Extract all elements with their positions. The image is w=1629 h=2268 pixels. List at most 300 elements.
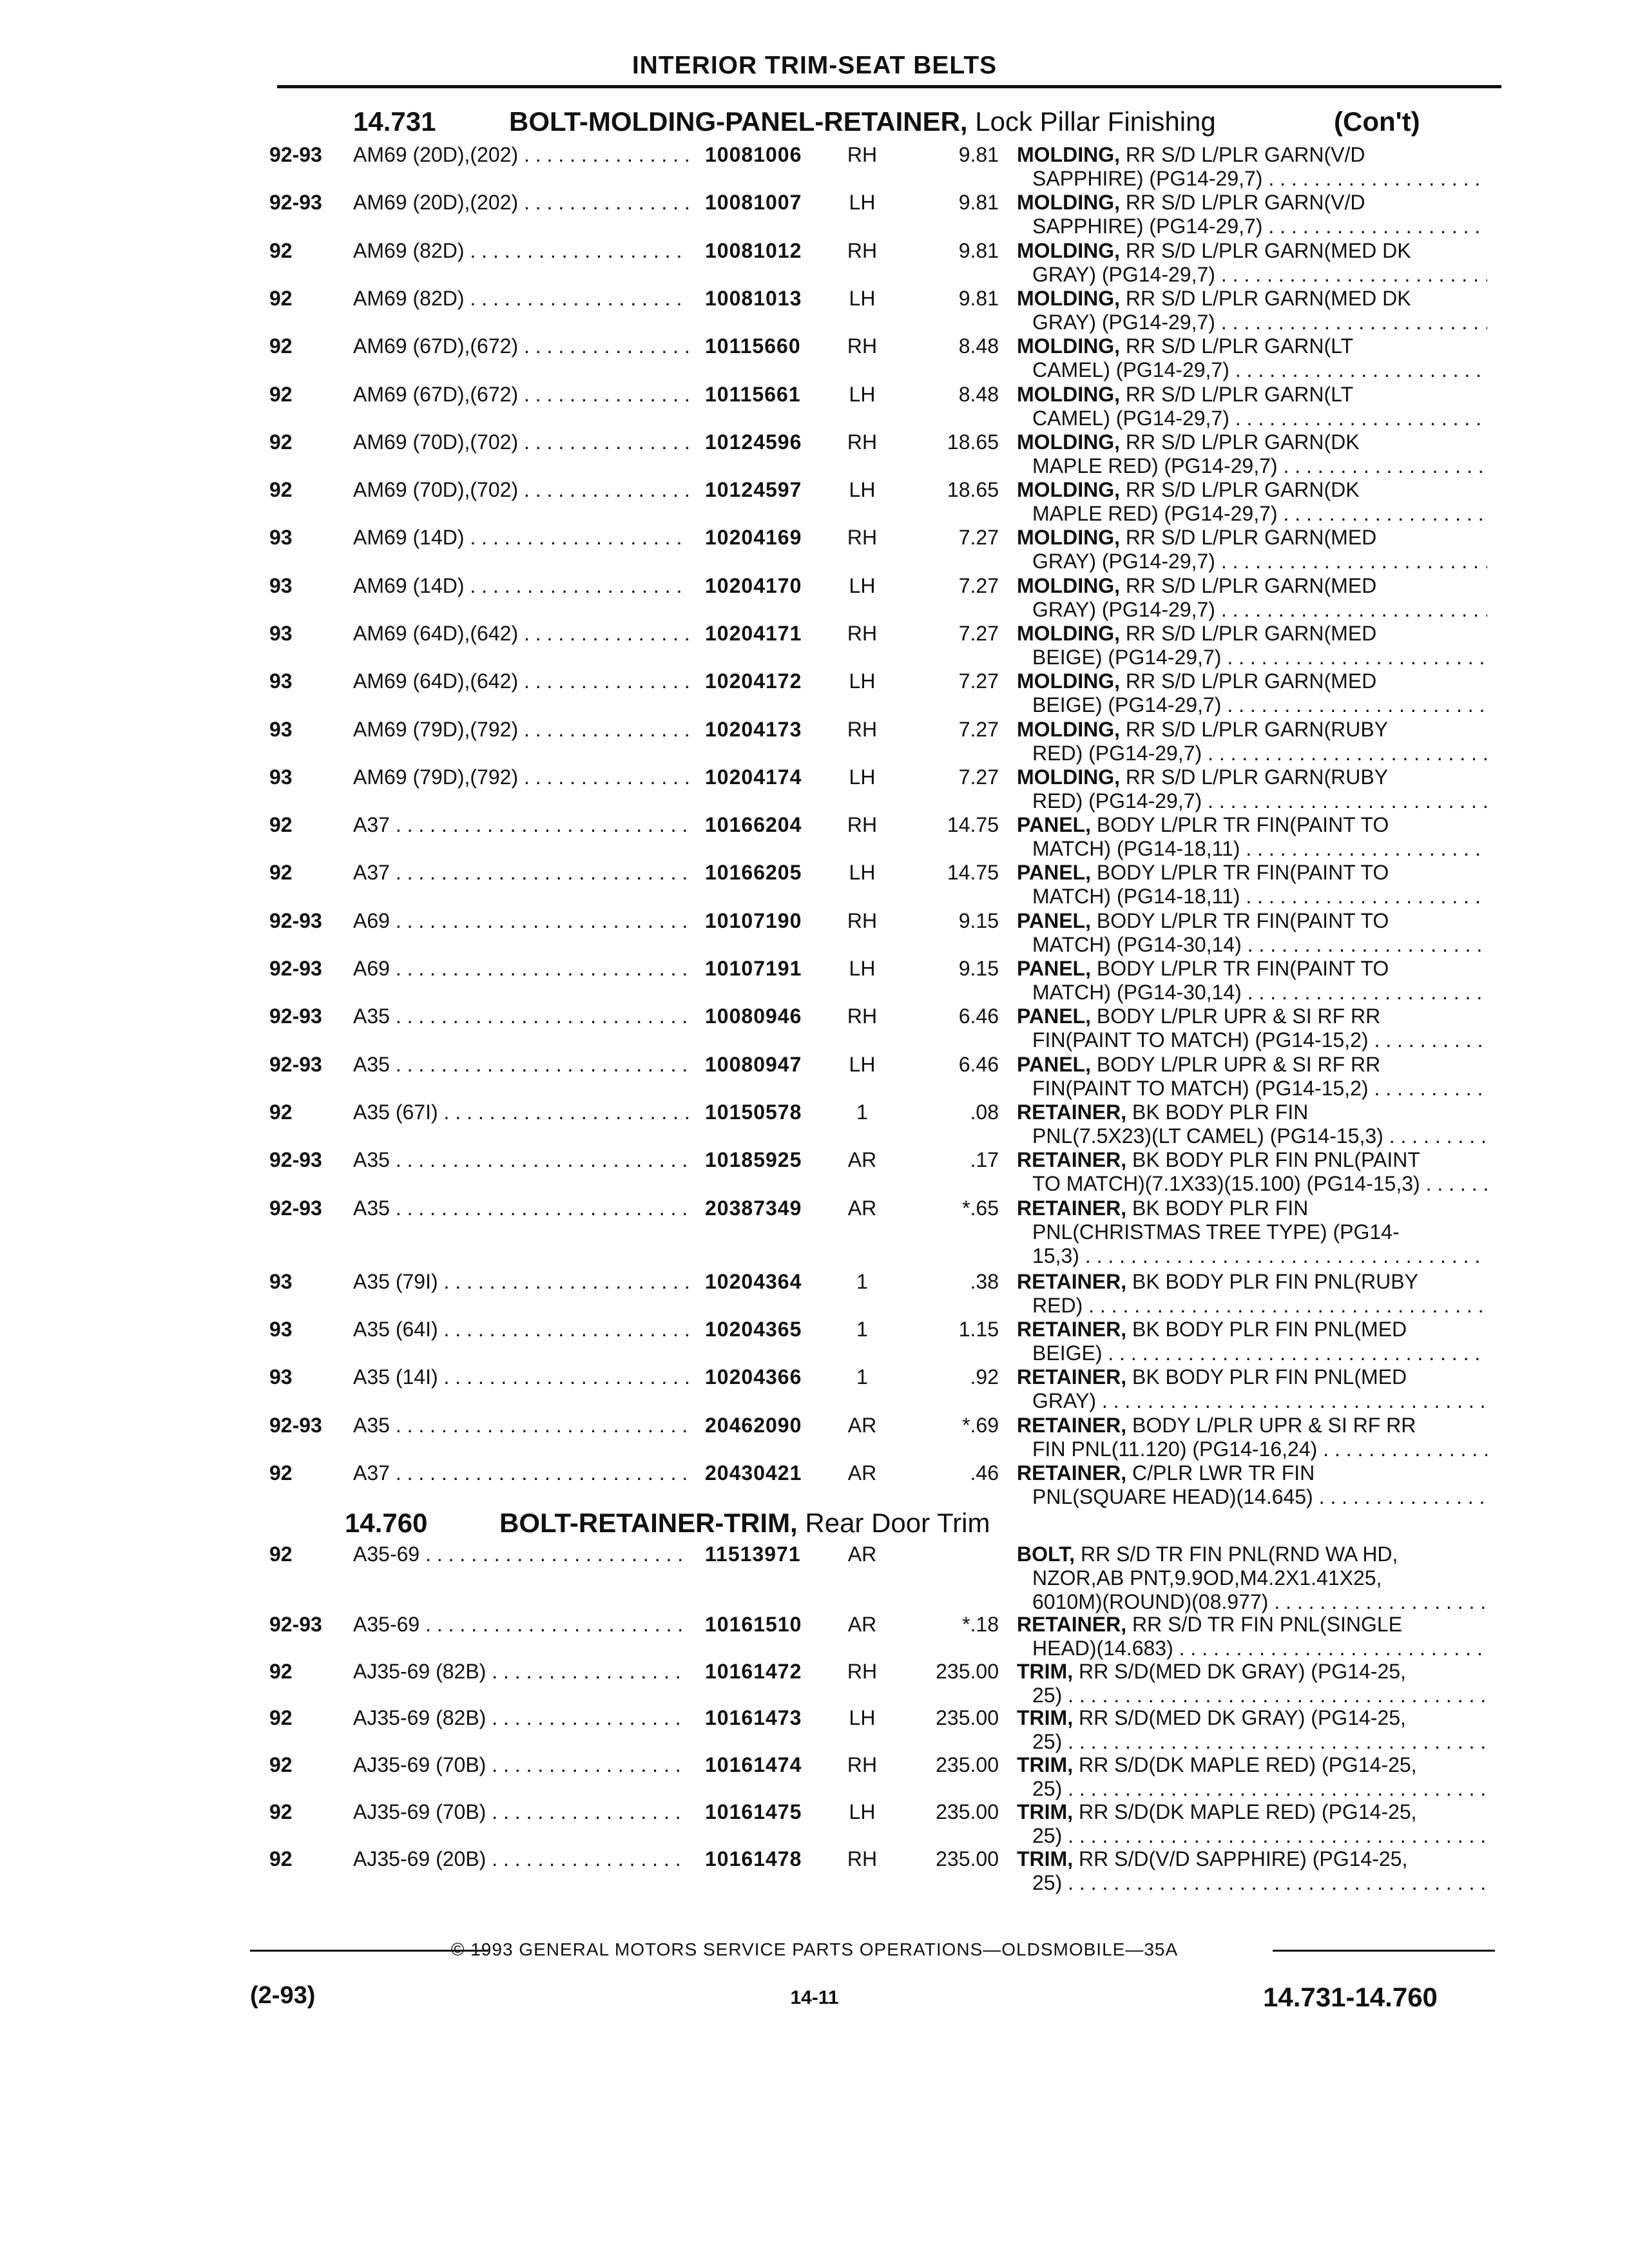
model-code-text: A35 . . . [353, 1004, 688, 1028]
model-year: 92 [269, 1660, 293, 1683]
part-number: 10204364 [705, 1270, 802, 1293]
part-number: 10204173 [705, 718, 802, 741]
model-code-text: AJ35-69 (82B) . . . [353, 1660, 688, 1683]
description-keyword: MOLDING, [1017, 669, 1120, 693]
model-code [353, 1004, 688, 1028]
description-line [1017, 1730, 1487, 1754]
price: 18.65 [947, 478, 999, 501]
description-keyword: MOLDING, [1017, 526, 1120, 549]
description-text: RR S/D L/PLR GARN(DK [1119, 430, 1360, 454]
description-line [1017, 1613, 1487, 1637]
model-year: 92 [269, 1542, 293, 1566]
model-code [353, 909, 688, 933]
price: 8.48 [958, 383, 999, 406]
part-number: 10161472 [705, 1660, 802, 1683]
description-keyword: RETAINER, [1017, 1365, 1127, 1389]
part-number: 10081013 [705, 287, 802, 310]
description-keyword: TRIM, [1017, 1660, 1074, 1683]
description-keyword: PANEL, [1017, 813, 1091, 836]
model-year: 93 [269, 669, 293, 693]
description-text: CAMEL) (PG14-29,7) [1032, 358, 1229, 381]
model-code-text: AM69 (64D),(642) . . . [353, 622, 688, 645]
description-text: RR S/D TR FIN PNL(RND WA HD, [1075, 1542, 1398, 1566]
part-number: 10124596 [705, 430, 802, 454]
description-text: 6010M)(ROUND)(08.977) [1032, 1590, 1269, 1613]
quantity: LH [849, 765, 876, 789]
description-text: 25) [1032, 1824, 1063, 1847]
model-code [353, 813, 688, 837]
model-code-text: AM69 (14D) . . . [353, 574, 688, 597]
section-title-rest: Rear Door Trim [797, 1508, 990, 1538]
part-description [1017, 287, 1487, 334]
description-text: RR S/D L/PLR GARN(RUBY [1119, 765, 1389, 789]
part-number: 10204365 [705, 1318, 802, 1341]
description-line [1017, 1341, 1487, 1365]
model-code-text: A69 . . . [353, 909, 688, 932]
quantity: LH [849, 574, 876, 597]
part-number: 10107190 [705, 909, 802, 932]
quantity: LH [849, 1706, 876, 1729]
quantity: RH [847, 909, 878, 932]
description-line [1017, 742, 1487, 765]
part-number: 10166205 [705, 861, 802, 884]
part-number: 10204171 [705, 622, 802, 645]
description-line [1017, 143, 1487, 167]
model-code-text: A35 (64I) . . . [353, 1318, 688, 1341]
model-code-text: AJ35-69 (20B) . . . [353, 1847, 688, 1870]
description-text: FIN(PAINT TO MATCH) (PG14-15,2) [1032, 1028, 1369, 1052]
description-keyword: MOLDING, [1017, 765, 1120, 789]
quantity: RH [847, 1753, 878, 1776]
part-description [1017, 1414, 1487, 1461]
part-number: 10124597 [705, 478, 802, 501]
description-line [1017, 167, 1487, 191]
model-year: 93 [269, 1318, 293, 1341]
description-text: MATCH) (PG14-18,11) [1032, 837, 1240, 860]
description-line [1017, 478, 1487, 502]
model-code [353, 669, 688, 693]
description-line [1017, 981, 1487, 1004]
description-keyword: RETAINER, [1017, 1196, 1127, 1220]
price: *.65 [962, 1196, 999, 1220]
description-text: 15,3) [1032, 1244, 1079, 1267]
part-number: 10161475 [705, 1800, 802, 1823]
part-description [1017, 1270, 1487, 1318]
model-year: 93 [269, 526, 293, 549]
part-description [1017, 1660, 1487, 1707]
description-text: RR S/D TR FIN PNL(SINGLE [1126, 1613, 1402, 1636]
price: 235.00 [936, 1660, 999, 1683]
model-year: 92 [269, 383, 293, 406]
description-line [1017, 1800, 1487, 1824]
model-code [353, 526, 688, 550]
part-number: 10080946 [705, 1004, 802, 1028]
description-line [1017, 693, 1487, 717]
description-keyword: RETAINER, [1017, 1318, 1127, 1341]
section-title-rest: Lock Pillar Finishing [967, 106, 1216, 137]
description-text: RR S/D(DK MAPLE RED) (PG14-25, [1073, 1753, 1417, 1776]
description-text: MAPLE RED) (PG14-29,7) [1032, 502, 1278, 525]
model-code [353, 574, 688, 598]
model-code [353, 1660, 688, 1684]
model-year: 93 [269, 622, 293, 645]
part-description [1017, 1196, 1487, 1268]
description-line [1017, 837, 1487, 861]
model-code-text: A35 . . . [353, 1414, 688, 1437]
description-line [1017, 1389, 1487, 1413]
description-line [1017, 718, 1487, 742]
description-text: GRAY) (PG14-29,7) [1032, 550, 1215, 573]
description-text: BK BODY PLR FIN PNL(MED [1126, 1365, 1407, 1389]
description-line [1017, 526, 1487, 550]
description-keyword: RETAINER, [1017, 1270, 1127, 1293]
part-number: 10161473 [705, 1706, 802, 1729]
description-text: C/PLR LWR TR FIN [1126, 1461, 1315, 1485]
price: 235.00 [936, 1800, 999, 1823]
description-line [1017, 191, 1487, 215]
price: 6.46 [958, 1053, 999, 1076]
part-description [1017, 1613, 1487, 1660]
part-number: 10161474 [705, 1753, 802, 1776]
description-keyword: MOLDING, [1017, 718, 1120, 741]
description-line [1017, 383, 1487, 407]
price: 9.81 [958, 287, 999, 310]
description-text: BK BODY PLR FIN [1126, 1100, 1309, 1124]
model-year: 93 [269, 765, 293, 789]
model-code-text: AM69 (67D),(672) . . . [353, 383, 688, 406]
model-code [353, 765, 688, 789]
description-text: BODY L/PLR TR FIN(PAINT TO [1090, 813, 1389, 836]
description-keyword: PANEL, [1017, 861, 1091, 884]
model-code-text: A35 . . . [353, 1148, 688, 1171]
quantity: RH [847, 430, 878, 454]
description-line [1017, 215, 1487, 238]
description-text: RED) (PG14-29,7) [1032, 789, 1202, 812]
description-line [1017, 813, 1487, 837]
model-year: 92 [269, 1461, 293, 1485]
part-description [1017, 143, 1487, 191]
part-number: 10081012 [705, 239, 802, 262]
description-line [1017, 861, 1487, 885]
model-code [353, 1148, 688, 1172]
description-line [1017, 1660, 1487, 1684]
model-year: 92 [269, 287, 293, 310]
part-description [1017, 1847, 1487, 1895]
part-description [1017, 478, 1487, 526]
price: 14.75 [947, 813, 999, 836]
quantity: LH [849, 1053, 876, 1076]
description-line [1017, 1753, 1487, 1777]
description-line [1017, 1847, 1487, 1871]
description-text: BK BODY PLR FIN PNL(MED [1126, 1318, 1407, 1341]
part-number: 20462090 [705, 1414, 802, 1437]
quantity: RH [847, 1660, 878, 1683]
description-line [1017, 885, 1487, 908]
part-description [1017, 1542, 1487, 1614]
description-text: 25) [1032, 1684, 1063, 1707]
model-code [353, 478, 688, 502]
quantity: 1 [856, 1270, 868, 1293]
description-text: NZOR,AB PNT,9.9OD,M4.2X1.41X25, [1032, 1566, 1382, 1590]
description-text: BODY L/PLR TR FIN(PAINT TO [1090, 957, 1389, 980]
description-line [1017, 1004, 1487, 1028]
description-text: RR S/D L/PLR GARN(V/D [1119, 143, 1365, 166]
model-code [353, 861, 688, 885]
description-line [1017, 1590, 1487, 1614]
part-description [1017, 191, 1487, 238]
model-year: 92-93 [269, 1004, 322, 1028]
model-code [353, 334, 688, 358]
description-line [1017, 1196, 1487, 1220]
description-text: RR S/D L/PLR GARN(MED DK [1119, 239, 1411, 262]
description-line [1017, 765, 1487, 789]
description-keyword: TRIM, [1017, 1800, 1074, 1823]
description-line [1017, 239, 1487, 263]
description-keyword: MOLDING, [1017, 574, 1120, 597]
model-code [353, 1100, 688, 1124]
description-text: 25) [1032, 1730, 1063, 1753]
description-keyword: MOLDING, [1017, 287, 1120, 310]
price: 1.15 [958, 1318, 999, 1341]
model-year: 92-93 [269, 1196, 322, 1220]
model-code [353, 1053, 688, 1077]
description-keyword: PANEL, [1017, 957, 1091, 980]
description-text: BK BODY PLR FIN PNL(RUBY [1126, 1270, 1418, 1293]
part-description [1017, 669, 1487, 717]
part-number: 10161478 [705, 1847, 802, 1870]
description-line [1017, 502, 1487, 526]
model-code [353, 1365, 688, 1389]
description-line [1017, 1684, 1487, 1707]
description-text: GRAY) [1032, 1389, 1096, 1412]
model-code-text: A35 . . . [353, 1053, 688, 1076]
description-text: BEIGE) (PG14-29,7) [1032, 646, 1222, 669]
model-code-text: A37 . . . [353, 861, 688, 884]
part-number: 10204170 [705, 574, 802, 597]
part-description [1017, 1100, 1487, 1148]
description-line [1017, 1100, 1487, 1124]
description-line [1017, 1220, 1487, 1244]
description-line [1017, 334, 1487, 358]
quantity: AR [847, 1414, 877, 1437]
price: 235.00 [936, 1753, 999, 1776]
description-text: BEIGE) [1032, 1341, 1103, 1365]
model-year: 92-93 [269, 191, 322, 214]
model-year: 92 [269, 1753, 293, 1776]
quantity: AR [847, 1542, 877, 1566]
description-text: RR S/D(MED DK GRAY) (PG14-25, [1073, 1660, 1406, 1683]
description-text: GRAY) (PG14-29,7) [1032, 263, 1215, 286]
description-text: RR S/D L/PLR GARN(RUBY [1119, 718, 1389, 741]
description-line [1017, 1824, 1487, 1848]
part-description [1017, 1053, 1487, 1100]
quantity: RH [847, 718, 878, 741]
description-line [1017, 1028, 1487, 1052]
section-title-bold: BOLT-MOLDING-PANEL-RETAINER, [509, 106, 968, 137]
price: 7.27 [958, 669, 999, 693]
part-description [1017, 1365, 1487, 1413]
model-code-text: AJ35-69 (82B) . . . [353, 1706, 688, 1729]
description-line [1017, 1318, 1487, 1341]
price: 8.48 [958, 334, 999, 358]
description-line [1017, 358, 1487, 382]
description-text: PNL(CHRISTMAS TREE TYPE) (PG14- [1032, 1220, 1400, 1244]
price: 235.00 [936, 1847, 999, 1870]
quantity: LH [849, 669, 876, 693]
price: 7.27 [958, 574, 999, 597]
description-line [1017, 1270, 1487, 1294]
footer-date: (2-93) [250, 1982, 316, 2009]
price: 18.65 [947, 430, 999, 454]
description-keyword: PANEL, [1017, 1004, 1091, 1028]
description-text: BEIGE) (PG14-29,7) [1032, 693, 1222, 716]
model-year: 92 [269, 239, 293, 262]
price: 7.27 [958, 765, 999, 789]
description-text: MATCH) (PG14-30,14) [1032, 981, 1242, 1004]
model-code [353, 1753, 688, 1777]
quantity: LH [849, 287, 876, 310]
price: .46 [970, 1461, 999, 1485]
part-description [1017, 1004, 1487, 1052]
part-number: 10204172 [705, 669, 802, 693]
description-line [1017, 1053, 1487, 1077]
model-code-text: AM69 (70D),(702) . . . [353, 430, 688, 454]
model-code [353, 191, 688, 215]
description-text: BK BODY PLR FIN [1126, 1196, 1309, 1220]
part-number: 10115661 [705, 383, 801, 406]
part-number: 10185925 [705, 1148, 802, 1171]
description-line [1017, 1706, 1487, 1730]
model-code-text: AM69 (79D),(792) . . . [353, 765, 688, 789]
description-line [1017, 454, 1487, 478]
model-code-text: AM69 (20D),(202) . . . [353, 143, 688, 166]
description-line [1017, 1172, 1487, 1196]
price: 9.81 [958, 239, 999, 262]
part-description [1017, 622, 1487, 669]
description-text: BODY L/PLR UPR & SI RF RR [1126, 1414, 1416, 1437]
description-text: RR S/D L/PLR GARN(MED [1119, 574, 1377, 597]
model-code-text: AM69 (79D),(792) . . . [353, 718, 688, 741]
part-description [1017, 430, 1487, 478]
model-year: 92 [269, 1847, 293, 1870]
model-code-text: AM69 (70D),(702) . . . [353, 478, 688, 501]
price: .17 [970, 1148, 999, 1171]
model-code [353, 1270, 688, 1294]
model-code-text: AJ35-69 (70B) . . . [353, 1800, 688, 1823]
model-code-text: AM69 (82D) . . . [353, 239, 688, 262]
description-line [1017, 407, 1487, 430]
description-text: RR S/D(DK MAPLE RED) (PG14-25, [1073, 1800, 1417, 1823]
model-code-text: AM69 (14D) . . . [353, 526, 688, 549]
part-description [1017, 574, 1487, 622]
model-year: 92 [269, 1100, 293, 1124]
description-line [1017, 1365, 1487, 1389]
part-number: 10115660 [705, 334, 801, 358]
quantity: RH [847, 239, 878, 262]
description-text: BODY L/PLR UPR & SI RF RR [1090, 1053, 1381, 1076]
price: 9.81 [958, 143, 999, 166]
model-code [353, 1542, 688, 1566]
description-line [1017, 1485, 1487, 1509]
description-keyword: MOLDING, [1017, 478, 1120, 501]
part-description [1017, 1148, 1487, 1196]
part-number: 20387349 [705, 1196, 802, 1220]
description-keyword: RETAINER, [1017, 1414, 1127, 1437]
part-number: 11513971 [705, 1542, 801, 1566]
model-code [353, 1847, 688, 1871]
description-line [1017, 1244, 1487, 1268]
model-code [353, 1800, 688, 1824]
footer-copyright: © 1993 GENERAL MOTORS SERVICE PARTS OPERATIONS—OLDSMOBILE—35A [450, 1939, 1179, 1959]
description-text: RR S/D L/PLR GARN(LT [1119, 334, 1354, 358]
description-keyword: TRIM, [1017, 1706, 1074, 1729]
description-keyword: RETAINER, [1017, 1613, 1127, 1636]
model-code-text: A35-69 . . . [353, 1542, 688, 1566]
model-code-text: AM69 (67D),(672) . . . [353, 334, 688, 358]
model-year: 93 [269, 1365, 293, 1389]
description-keyword: MOLDING, [1017, 622, 1120, 645]
model-year: 93 [269, 1270, 293, 1293]
description-keyword: MOLDING, [1017, 383, 1120, 406]
description-text: MAPLE RED) (PG14-29,7) [1032, 454, 1278, 477]
description-text: HEAD)(14.683) [1032, 1637, 1173, 1660]
description-line [1017, 1461, 1487, 1485]
description-text: 25) [1032, 1777, 1063, 1800]
model-code-text: A69 . . . [353, 957, 688, 980]
section-title [509, 106, 1216, 137]
page-header: INTERIOR TRIM-SEAT BELTS [631, 52, 998, 79]
description-text: MATCH) (PG14-18,11) [1032, 885, 1240, 908]
model-year: 92-93 [269, 957, 322, 980]
description-text: BODY L/PLR TR FIN(PAINT TO [1090, 861, 1389, 884]
quantity: LH [849, 861, 876, 884]
description-text: RR S/D L/PLR GARN(V/D [1119, 191, 1365, 214]
quantity: RH [847, 1847, 878, 1870]
part-description [1017, 526, 1487, 573]
part-description [1017, 1318, 1487, 1365]
price: 7.27 [958, 622, 999, 645]
description-text: GRAY) (PG14-29,7) [1032, 598, 1215, 621]
model-year: 92 [269, 813, 293, 836]
model-year: 92 [269, 1800, 293, 1823]
model-code-text: A37 . . . [353, 813, 688, 836]
description-line [1017, 430, 1487, 454]
description-line [1017, 789, 1487, 813]
quantity: AR [847, 1461, 877, 1485]
price: 6.46 [958, 1004, 999, 1028]
quantity: 1 [856, 1318, 868, 1341]
section-continued: (Con't) [1334, 106, 1420, 137]
description-line [1017, 1294, 1487, 1318]
quantity: RH [847, 334, 878, 358]
model-code [353, 143, 688, 167]
model-code [353, 1461, 688, 1485]
part-description [1017, 1800, 1487, 1848]
part-description [1017, 909, 1487, 957]
description-line [1017, 1437, 1487, 1461]
description-text: BODY L/PLR TR FIN(PAINT TO [1090, 909, 1389, 932]
description-text: GRAY) (PG14-29,7) [1032, 311, 1215, 334]
description-line [1017, 1077, 1487, 1100]
part-description [1017, 957, 1487, 1004]
price: 14.75 [947, 861, 999, 884]
part-number: 10166204 [705, 813, 802, 836]
model-year: 92-93 [269, 1414, 322, 1437]
description-line [1017, 1566, 1487, 1590]
price: .92 [970, 1365, 999, 1389]
part-number: 10150578 [705, 1100, 802, 1124]
description-text: RR S/D L/PLR GARN(DK [1119, 478, 1360, 501]
